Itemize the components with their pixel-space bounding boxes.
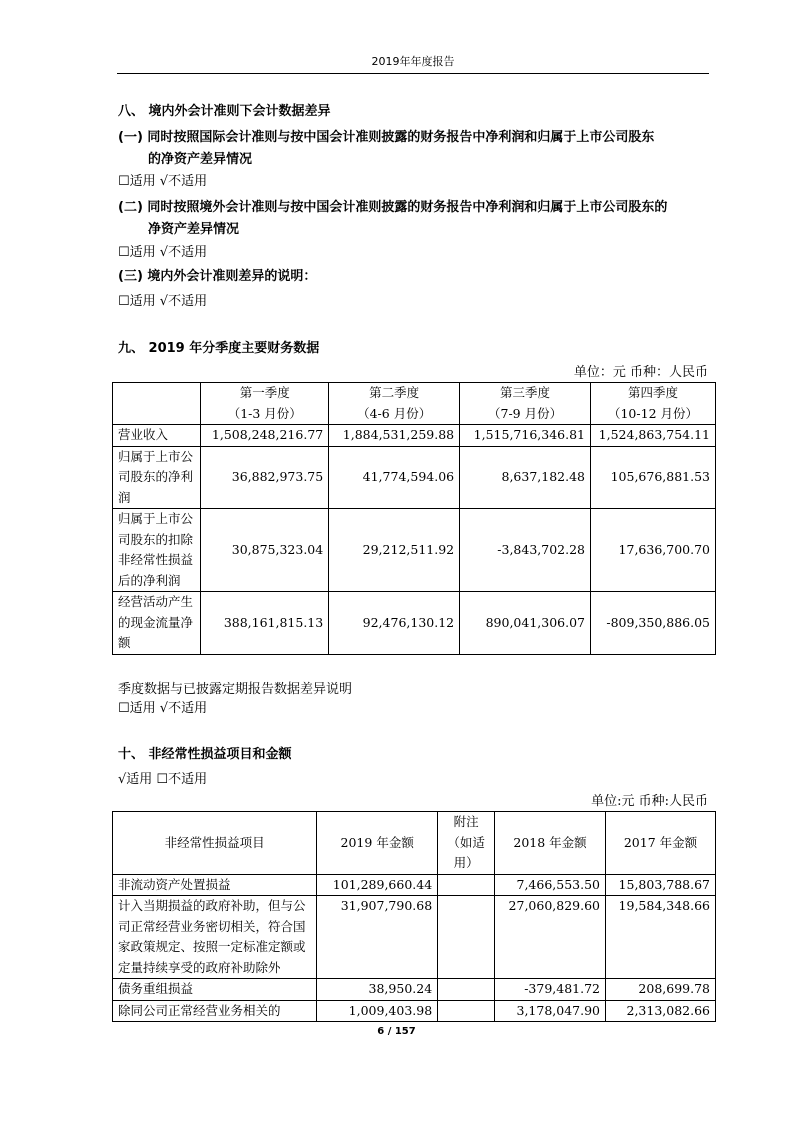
table-cell: -809,350,886.05 bbox=[591, 592, 716, 655]
table-row bbox=[113, 592, 716, 655]
sub1-status: ☐适用 √不适用 bbox=[118, 174, 208, 189]
item-label: 债务重组损益 bbox=[113, 979, 317, 1001]
table-cell: 388,161,815.13 bbox=[201, 592, 329, 655]
table-cell: 7,466,553.50 bbox=[495, 874, 606, 896]
table-cell: 15,803,788.67 bbox=[606, 874, 716, 896]
table-cell: 1,508,248,216.77 bbox=[201, 425, 329, 447]
table-cell: 19,584,348.66 bbox=[606, 896, 716, 979]
header-2019: 2019 年金额 bbox=[317, 812, 438, 875]
page-header: 2019年年度报告 bbox=[371, 55, 455, 68]
table-cell: 890,041,306.07 bbox=[460, 592, 591, 655]
table-cell: 17,636,700.70 bbox=[591, 509, 716, 592]
header-note: 附注（如适用） bbox=[438, 812, 495, 875]
table-row bbox=[113, 874, 716, 896]
table-cell: 38,950.24 bbox=[317, 979, 438, 1001]
section-8-title: 八、 境内外会计准则下会计数据差异 bbox=[118, 104, 331, 119]
table-header-row bbox=[113, 383, 716, 425]
non-recurring-items-table bbox=[112, 811, 716, 1022]
section-10-status: √适用 ☐不适用 bbox=[118, 772, 208, 787]
header-q1: 第一季度 （1-3 月份） bbox=[201, 383, 329, 425]
section-8-sub1-heading bbox=[118, 127, 718, 171]
header-q3: 第三季度 （7-9 月份） bbox=[460, 383, 591, 425]
sub2-status: ☐适用 √不适用 bbox=[118, 245, 208, 260]
quarterly-data-table bbox=[112, 382, 716, 655]
section-8-sub2-heading bbox=[118, 197, 718, 241]
table-cell: 1,524,863,754.11 bbox=[591, 425, 716, 447]
section-9-note: 季度数据与已披露定期报告数据差异说明 bbox=[118, 682, 353, 697]
table-cell: 29,212,511.92 bbox=[329, 509, 460, 592]
note-cell bbox=[438, 979, 495, 1001]
note-cell bbox=[438, 874, 495, 896]
header-2018: 2018 年金额 bbox=[495, 812, 606, 875]
sub1-line1: (一) 同时按照国际会计准则与按中国会计准则披露的财务报告中净利润和归属于上市公司股东 bbox=[118, 130, 655, 145]
table-row bbox=[113, 896, 716, 979]
header-2017: 2017 年金额 bbox=[606, 812, 716, 875]
section-9-title: 九、 2019 年分季度主要财务数据 bbox=[118, 341, 320, 356]
header-item: 非经常性损益项目 bbox=[113, 812, 317, 875]
table-cell: 105,676,881.53 bbox=[591, 446, 716, 509]
table-header-row bbox=[113, 812, 716, 875]
sub2-line2: 净资产差异情况 bbox=[148, 222, 240, 237]
note-cell bbox=[438, 1000, 495, 1022]
table-cell: 1,515,716,346.81 bbox=[460, 425, 591, 447]
table-cell: 1,009,403.98 bbox=[317, 1000, 438, 1022]
table-cell: 41,774,594.06 bbox=[329, 446, 460, 509]
section-9-unit: 单位：元 币种：人民币 bbox=[573, 365, 708, 380]
sub3-status: ☐适用 √不适用 bbox=[118, 294, 208, 309]
table-cell: 1,884,531,259.88 bbox=[329, 425, 460, 447]
table-cell: 36,882,973.75 bbox=[201, 446, 329, 509]
table-cell: 3,178,047.90 bbox=[495, 1000, 606, 1022]
table-cell: 208,699.78 bbox=[606, 979, 716, 1001]
table-cell: 101,289,660.44 bbox=[317, 874, 438, 896]
table-row bbox=[113, 509, 716, 592]
section-9-note-status: ☐适用 √不适用 bbox=[118, 701, 208, 716]
header-q4: 第四季度 （10-12 月份） bbox=[591, 383, 716, 425]
table-cell: 2,313,082.66 bbox=[606, 1000, 716, 1022]
table-cell: -379,481.72 bbox=[495, 979, 606, 1001]
row-label: 归属于上市公司股东的扣除非经常性损益后的净利润 bbox=[113, 509, 201, 592]
table-row bbox=[113, 1000, 716, 1022]
table-row bbox=[113, 446, 716, 509]
table-row bbox=[113, 425, 716, 447]
sub1-line2: 的净资产差异情况 bbox=[148, 152, 253, 167]
item-label: 除同公司正常经营业务相关的 bbox=[113, 1000, 317, 1022]
table-cell: -3,843,702.28 bbox=[460, 509, 591, 592]
section-10-title: 十、 非经常性损益项目和金额 bbox=[118, 747, 292, 762]
section-10-unit: 单位:元 币种:人民币 bbox=[591, 794, 708, 809]
row-label: 经营活动产生的现金流量净额 bbox=[113, 592, 201, 655]
header-q2: 第二季度 （4-6 月份） bbox=[329, 383, 460, 425]
item-label: 计入当期损益的政府补助，但与公司正常经营业务密切相关，符合国家政策规定、按照一定标准定额或定量持续享受的政府补助除外 bbox=[113, 896, 317, 979]
page-number: 6 / 157 bbox=[377, 1026, 416, 1037]
table-cell: 8,637,182.48 bbox=[460, 446, 591, 509]
item-label: 非流动资产处置损益 bbox=[113, 874, 317, 896]
row-label: 营业收入 bbox=[113, 425, 201, 447]
header-divider bbox=[117, 73, 709, 74]
table-cell: 27,060,829.60 bbox=[495, 896, 606, 979]
header-empty-cell bbox=[113, 383, 201, 425]
section-8-sub3-heading: (三) 境内外会计准则差异的说明： bbox=[118, 269, 317, 284]
table-cell: 92,476,130.12 bbox=[329, 592, 460, 655]
table-row bbox=[113, 979, 716, 1001]
sub2-line1: (二) 同时按照境外会计准则与按中国会计准则披露的财务报告中净利润和归属于上市公司股东的 bbox=[118, 200, 668, 215]
row-label: 归属于上市公司股东的净利润 bbox=[113, 446, 201, 509]
table-cell: 30,875,323.04 bbox=[201, 509, 329, 592]
table-cell: 31,907,790.68 bbox=[317, 896, 438, 979]
note-cell bbox=[438, 896, 495, 979]
